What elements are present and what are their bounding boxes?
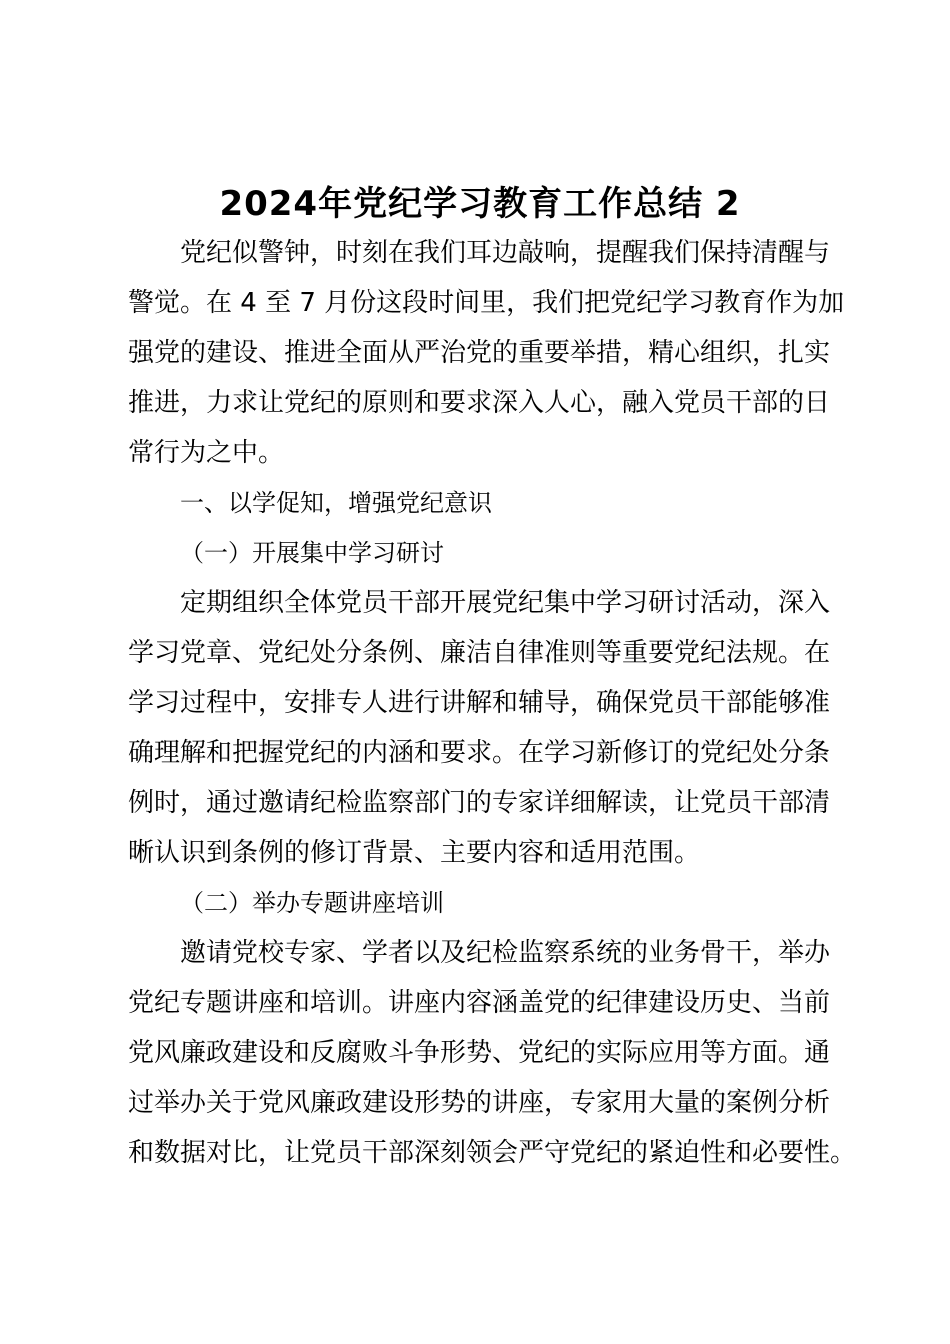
text-line: 过举办关于党风廉政建设形势的讲座，专家用大量的案例分析 bbox=[128, 1088, 831, 1118]
text-line: 常行为之中。 bbox=[128, 438, 285, 468]
text-line: 学习党章、党纪处分条例、廉洁自律准则等重要党纪法规。在 bbox=[128, 638, 831, 668]
text-line: 确理解和把握党纪的内涵和要求。在学习新修订的党纪处分条 bbox=[128, 738, 831, 768]
text-line: 党风廉政建设和反腐败斗争形势、党纪的实际应用等方面。通 bbox=[128, 1038, 831, 1068]
text-line: 例时，通过邀请纪检监察部门的专家详细解读，让党员干部清 bbox=[128, 788, 831, 818]
text-line: 党纪专题讲座和培训。讲座内容涵盖党的纪律建设历史、当前 bbox=[128, 988, 831, 1018]
text-line: 党纪似警钟，时刻在我们耳边敲响，提醒我们保持清醒与 bbox=[180, 238, 831, 268]
text-line: 和数据对比，让党员干部深刻领会严守党纪的紧迫性和必要性。 bbox=[128, 1138, 857, 1168]
intro-paragraph bbox=[128, 228, 845, 478]
text-line: 强党的建设、推进全面从严治党的重要举措，精心组织，扎实 bbox=[128, 338, 831, 368]
subsection-paragraph-2 bbox=[128, 928, 857, 1178]
text-line: 邀请党校专家、学者以及纪检监察系统的业务骨干，举办 bbox=[180, 938, 831, 968]
document-title: 2024年党纪学习教育工作总结 2 bbox=[219, 184, 741, 224]
subsection-paragraph-1 bbox=[128, 578, 832, 878]
subsection-heading-1: （一）开展集中学习研讨 bbox=[180, 539, 444, 567]
subsection-heading-2: （二）举办专题讲座培训 bbox=[180, 889, 444, 917]
text-line: 定期组织全体党员干部开展党纪集中学习研讨活动，深入 bbox=[180, 588, 831, 618]
text-line: 晰认识到条例的修订背景、主要内容和适用范围。 bbox=[128, 838, 701, 868]
text-line: 推进，力求让党纪的原则和要求深入人心，融入党员干部的日 bbox=[128, 388, 831, 418]
text-line: 学习过程中，安排专人进行讲解和辅导，确保党员干部能够准 bbox=[128, 688, 831, 718]
document-body bbox=[128, 182, 857, 1178]
text-line: 警觉。在 4 至 7 月份这段时间里，我们把党纪学习教育作为加 bbox=[128, 288, 845, 318]
section-heading-1: 一、以学促知，增强党纪意识 bbox=[180, 489, 492, 517]
